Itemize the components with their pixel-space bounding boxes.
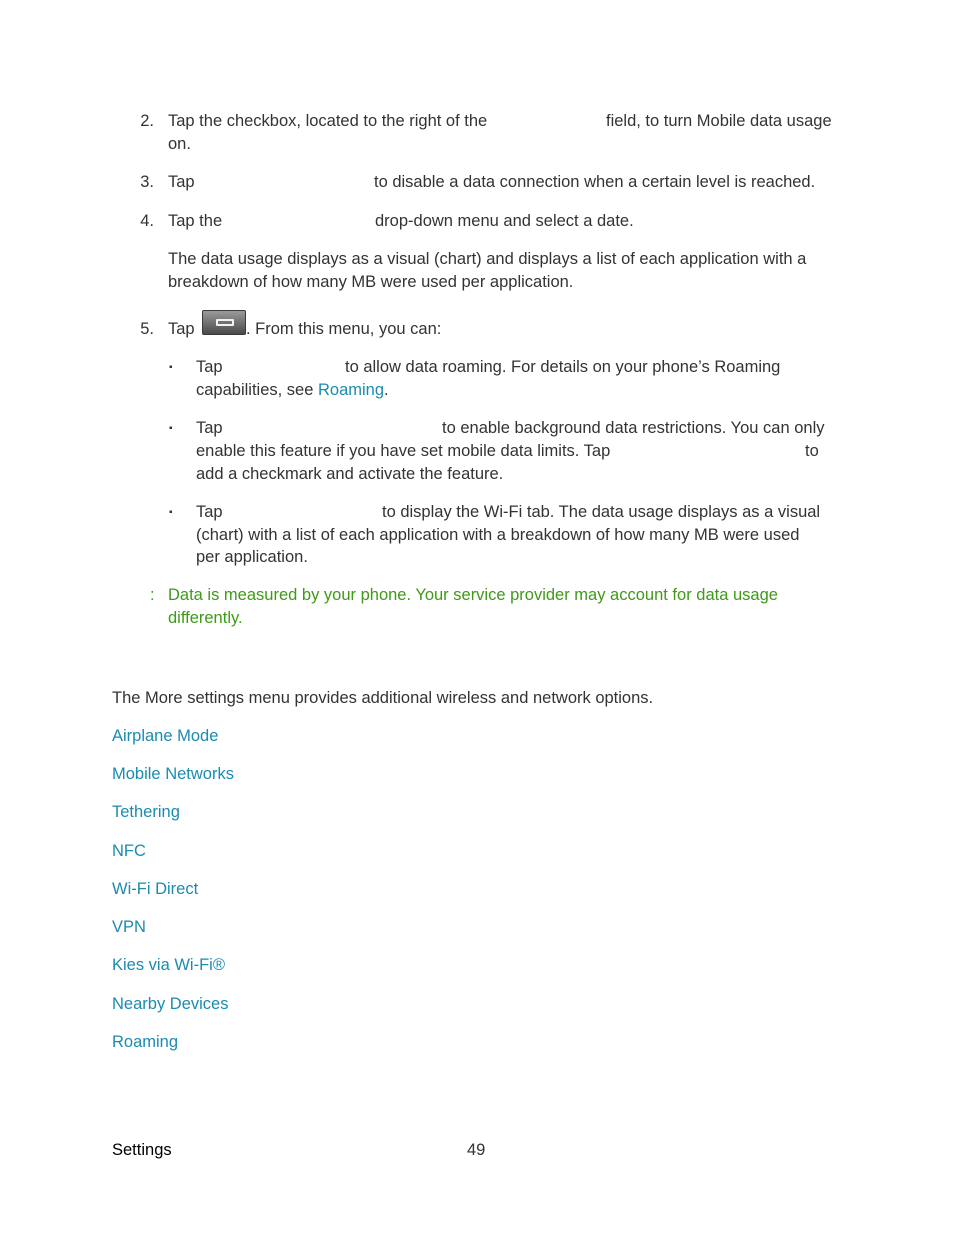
- link-roaming[interactable]: Roaming: [112, 1033, 179, 1051]
- note-text: differently.: [168, 609, 243, 627]
- page-number: 49: [467, 1141, 486, 1159]
- step-number: 5.: [140, 320, 154, 338]
- bullet-text: to allow data roaming. For details on your phone’s Roaming: [345, 358, 781, 376]
- note-colon: :: [150, 586, 155, 604]
- link-vpn[interactable]: VPN: [112, 918, 146, 936]
- link-mobile-networks[interactable]: Mobile Networks: [112, 765, 234, 783]
- bullet-text: [196, 379, 389, 402]
- bullet-text: add a checkmark and activate the feature.: [196, 465, 504, 483]
- bullet-marker: ▪: [169, 507, 173, 518]
- step-text: field, to turn Mobile data usage: [606, 112, 832, 130]
- bullet-text: to display the Wi-Fi tab. The data usage displays as a visual: [382, 503, 821, 521]
- step-text: . From this menu, you can:: [246, 320, 442, 338]
- bullet-text: Tap: [196, 358, 223, 376]
- step-number: 2.: [140, 112, 154, 130]
- bullet-text: .: [384, 381, 389, 399]
- link-wifi-direct[interactable]: Wi-Fi Direct: [112, 880, 199, 898]
- bullet-text: Tap: [196, 503, 223, 521]
- bullet-text: enable this feature if you have set mobile data limits. Tap: [196, 442, 611, 460]
- link-nearby-devices[interactable]: Nearby Devices: [112, 995, 229, 1013]
- step-text: Tap the: [168, 212, 223, 230]
- link-nfc[interactable]: NFC: [112, 842, 146, 860]
- step-number: 4.: [140, 212, 154, 230]
- bullet-marker: ▪: [169, 423, 173, 434]
- step-text: drop-down menu and select a date.: [375, 212, 634, 230]
- step-text: Tap: [168, 320, 195, 338]
- bullet-text: to enable background data restrictions. You can only: [442, 419, 825, 437]
- menu-key-icon: [202, 310, 246, 335]
- link-airplane-mode[interactable]: Airplane Mode: [112, 727, 219, 745]
- step-text: Tap: [168, 173, 195, 191]
- paragraph-line: breakdown of how many MB were used per application.: [168, 273, 574, 291]
- bullet-text: per application.: [196, 548, 308, 566]
- link-tethering[interactable]: Tethering: [112, 803, 180, 821]
- bullet-marker: ▪: [169, 362, 173, 373]
- step-text: Tap the checkbox, located to the right of the: [168, 112, 488, 130]
- bullet-text: (chart) with a list of each application with a breakdown of how many MB were used: [196, 526, 800, 544]
- paragraph-line: The data usage displays as a visual (chart) and displays a list of each application with a: [168, 250, 807, 268]
- footer-section: Settings: [112, 1141, 172, 1159]
- link-kies-via-wifi[interactable]: Kies via Wi-Fi®: [112, 956, 225, 974]
- bullet-text: Tap: [196, 419, 223, 437]
- step-text: on.: [168, 135, 191, 153]
- bullet-text: capabilities, see: [196, 381, 314, 399]
- bullet-text: to: [805, 442, 819, 460]
- note-text: Data is measured by your phone. Your service provider may account for data usage: [168, 586, 778, 604]
- roaming-link[interactable]: Roaming: [318, 381, 385, 399]
- step-text: to disable a data connection when a certain level is reached.: [374, 173, 816, 191]
- step-number: 3.: [140, 173, 154, 191]
- intro-text: The More settings menu provides additional wireless and network options.: [112, 689, 654, 707]
